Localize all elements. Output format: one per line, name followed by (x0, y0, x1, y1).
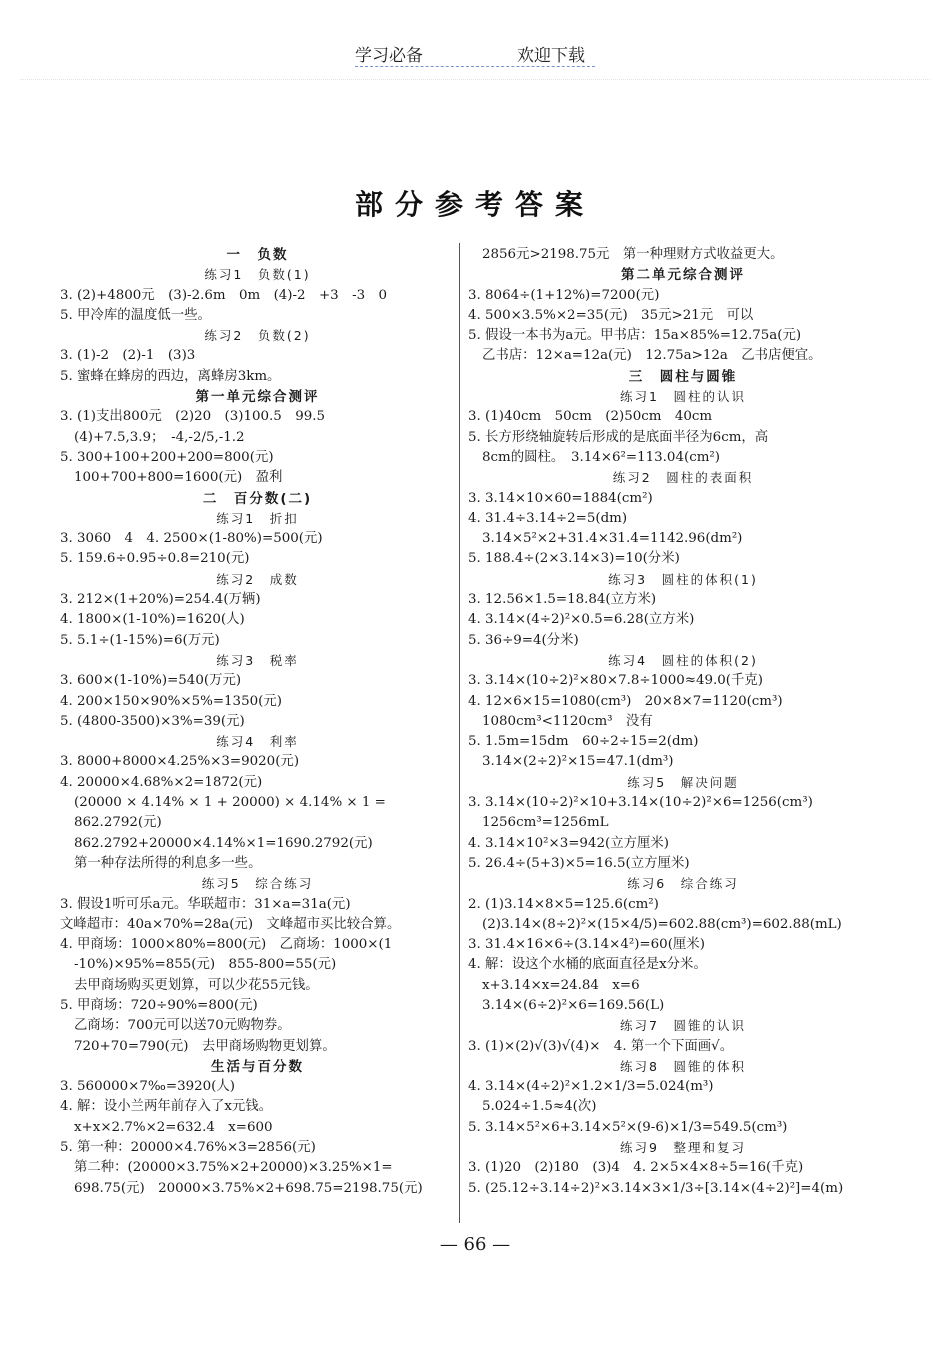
section-heading: 三 圆柱与圆锥 (628, 368, 738, 385)
answer-line: 3. 560000×7‰=3920(人) (60, 1079, 235, 1095)
answer-line: 2856元>2198.75元 第一种理财方式收益更大。 (482, 247, 784, 262)
answer-line: 5. 长方形绕轴旋转后形成的是底面半径为6cm，高 (468, 429, 769, 445)
answer-line: 4. 3.14×(4÷2)²×0.5=6.28(立方米) (468, 612, 695, 628)
answer-line: 3. (1)支出800元 (2)20 (3)100.5 99.5 (60, 409, 326, 425)
answer-line: 4. 31.4÷3.14÷2=5(dm) (468, 510, 628, 526)
answer-line: 去甲商场购买更划算，可以少花55元钱。 (74, 977, 319, 993)
answer-line: 862.2792(元) (74, 815, 162, 831)
answer-line: 3. (1)20 (2)180 (3)4 4. 2×5×4×8÷5=16(千克) (468, 1160, 804, 1176)
answer-line: 3.14×(2÷2)²×15=47.1(dm³) (482, 754, 674, 770)
answer-line: 乙商场：700元可以送70元购物券。 (74, 1018, 291, 1034)
header-dashed-underline (355, 66, 595, 67)
header-left-text: 学习必备 (355, 46, 423, 66)
answer-line: 4. 500×3.5%×2=35(元) 35元>21元 可以 (468, 307, 754, 323)
answer-line: 100+700+800=1600(元) 盈利 (74, 470, 283, 486)
exercise-heading: 练习5 综合练习 (201, 876, 314, 892)
answer-line: 文峰超市：40a×70%=28a(元) 文峰超市买比较合算。 (60, 916, 401, 932)
answer-line: 乙书店：12×a=12a(元) 12.75a>12a 乙书店便宜。 (482, 348, 822, 364)
answer-line: 3.14×5²×2+31.4×31.4=1142.96(dm²) (482, 531, 743, 547)
answer-line: 5.024÷1.5≈4(次) (482, 1099, 597, 1115)
answer-line: (20000 × 4.14% × 1 + 20000) × 4.14% × 1 = (74, 795, 386, 811)
section-heading: 生活与百分数 (211, 1058, 304, 1075)
answer-line: 3. 3060 4 4. 2500×(1-80%)=500(元) (60, 531, 323, 547)
answer-line: 3. 31.4×16×6÷(3.14×4²)=60(厘米) (468, 937, 705, 953)
answer-line: 3. 3.14×10×60=1884(cm²) (468, 490, 653, 506)
exercise-heading: 练习2 圆柱的表面积 (612, 470, 754, 486)
exercise-heading: 练习3 圆柱的体积(1) (608, 571, 758, 587)
answer-line: 3. (1)-2 (2)-1 (3)3 (60, 348, 196, 364)
answer-line: 3. (1)40cm 50cm (2)50cm 40cm (468, 409, 713, 425)
answer-line: 3. 3.14×(10÷2)²×80×7.8÷1000≈49.0(千克) (468, 673, 763, 689)
answer-line: 862.2792+20000×4.14%×1=1690.2792(元) (74, 835, 373, 851)
answer-line: 3. 8064÷(1+12%)=7200(元) (468, 287, 660, 303)
answer-line: 5. 假设一本书为a元。甲书店：15a×85%=12.75a(元) (468, 328, 802, 344)
answer-line: 4. 3.14×(4÷2)²×1.2×1/3=5.024(m³) (468, 1079, 714, 1095)
answer-line: 5. 第一种：20000×4.76%×3=2856(元) (60, 1140, 316, 1156)
answer-line: 5. 甲冷库的温度低一些。 (60, 307, 211, 323)
answer-line: 4. 3.14×10²×3=942(立方厘米) (468, 835, 670, 851)
answer-line: 1256cm³=1256mL (482, 815, 609, 831)
section-heading: 第一单元综合测评 (195, 389, 320, 406)
exercise-heading: 练习2 成数 (216, 571, 299, 587)
answer-line: 5. 3.14×5²×6+3.14×5²×(9-6)×1/3=549.5(cm³) (468, 1119, 788, 1135)
exercise-heading: 练习2 负数(2) (204, 328, 311, 344)
answer-line: 4. 20000×4.68%×2=1872(元) (60, 774, 263, 790)
page-header (0, 38, 950, 68)
answer-line: 5. 188.4÷(2×3.14×3)=10(分米) (468, 551, 680, 567)
section-heading: 第二单元综合测评 (621, 267, 745, 284)
answer-line: 3.14×(6÷2)²×6=169.56(L) (482, 997, 665, 1013)
answer-line: -10%)×95%=855(元) 855-800=55(元) (74, 957, 337, 973)
answer-line: 5. 36÷9=4(分米) (468, 632, 579, 648)
answer-line: 5. (4800-3500)×3%=39(元) (60, 713, 245, 729)
answer-line: 3. 12.56×1.5=18.84(立方米) (468, 592, 657, 608)
answer-line: x+x×2.7%×2=632.4 x=600 (74, 1119, 273, 1135)
answer-line: 4. 200×150×90%×5%=1350(元) (60, 693, 282, 709)
answer-line: 5. 300+100+200+200=800(元) (60, 449, 274, 465)
exercise-heading: 练习1 折扣 (216, 510, 299, 526)
answer-line: 1080cm³<1120cm³ 没有 (482, 713, 653, 729)
answer-line: 4. 12×6×15=1080(cm³) 20×8×7=1120(cm³) (468, 693, 783, 709)
answer-line: 3. 212×(1+20%)=254.4(万辆) (60, 592, 261, 608)
answer-line: 4. 甲商场：1000×80%=800(元) 乙商场：1000×(1 (60, 937, 393, 953)
answer-line: 3. 假设1听可乐a元。华联超市：31×a=31a(元) (60, 896, 351, 912)
answer-line: 4. 1800×(1-10%)=1620(人) (60, 612, 245, 628)
answer-line: 5. 甲商场：720÷90%=800(元) (60, 997, 258, 1013)
answer-line: 5. 蜜蜂在蜂房的西边，离蜂房3km。 (60, 368, 281, 384)
exercise-heading: 练习1 圆柱的认识 (620, 389, 746, 405)
exercise-heading: 练习5 解决问题 (627, 774, 739, 790)
exercise-heading: 练习1 负数(1) (204, 267, 311, 283)
page-title: 部分参考答案 (354, 188, 595, 221)
answer-line: 2. (1)3.14×8×5=125.6(cm²) (468, 896, 659, 912)
left-answer-column (60, 245, 455, 1199)
answer-line: (4)+7.5,3.9； -4,-2/5,-1.2 (74, 429, 245, 445)
answer-line: 5. 1.5m=15dm 60÷2÷15=2(dm) (468, 734, 699, 750)
answer-line: 4. 解：设这个水桶的底面直径是x分米。 (468, 957, 707, 973)
exercise-heading: 练习7 圆锥的认识 (620, 1018, 746, 1034)
answer-line: 720+70=790(元) 去甲商场购物更划算。 (74, 1038, 336, 1054)
exercise-heading: 练习6 综合练习 (627, 876, 739, 892)
exercise-heading: 练习4 圆柱的体积(2) (608, 652, 758, 668)
answer-line: 4. 解：设小兰两年前存入了x元钱。 (60, 1099, 273, 1115)
answer-line: 3. (2)+4800元 (3)-2.6m 0m (4)-2 +3 -3 0 (60, 287, 388, 303)
page-number: — 66 — (439, 1234, 511, 1255)
answer-line: 5. 159.6÷0.95÷0.8=210(元) (60, 551, 250, 567)
column-divider (459, 243, 460, 1223)
answer-line: 3. (1)×(2)√(3)√(4)× 4. 第一个下面画√。 (468, 1038, 734, 1054)
section-heading: 二 百分数(二) (202, 490, 313, 507)
exercise-heading: 练习3 税率 (216, 652, 299, 668)
answer-line: 3. 3.14×(10÷2)²×10+3.14×(10÷2)²×6=1256(cm³) (468, 795, 813, 811)
exercise-heading: 练习9 整理和复习 (620, 1140, 746, 1156)
answer-line: 3. 8000+8000×4.25%×3=9020(元) (60, 754, 300, 770)
right-answer-column (468, 245, 898, 1199)
exercise-heading: 练习4 利率 (216, 734, 299, 750)
exercise-heading: 练习8 圆锥的体积 (620, 1058, 746, 1074)
header-divider (20, 79, 930, 80)
answer-line: x+3.14×x=24.84 x=6 (482, 977, 640, 993)
answer-line: 5. 5.1÷(1-15%)=6(万元) (60, 632, 220, 648)
answer-line: (2)3.14×(8÷2)²×(15×4/5)=602.88(cm³)=602.88(mL) (482, 916, 842, 932)
answer-line: 3. 600×(1-10%)=540(万元) (60, 673, 242, 689)
answer-line: 第一种存法所得的利息多一些。 (74, 855, 262, 871)
answer-line: 5. 26.4÷(5+3)×5=16.5(立方厘米) (468, 855, 690, 871)
answer-line: 5. (25.12÷3.14÷2)²×3.14×3×1/3÷[3.14×(4÷2)²]=4(m) (468, 1180, 844, 1196)
answer-line: 8cm的圆柱。 3.14×6²=113.04(cm²) (482, 449, 720, 465)
answer-line: 第二种：(20000×3.75%×2+20000)×3.25%×1= (74, 1160, 393, 1176)
header-right-text: 欢迎下载 (517, 46, 585, 66)
section-heading: 一 负数 (226, 247, 289, 263)
answer-line: 698.75(元) 20000×3.75%×2+698.75=2198.75(元) (74, 1180, 423, 1196)
